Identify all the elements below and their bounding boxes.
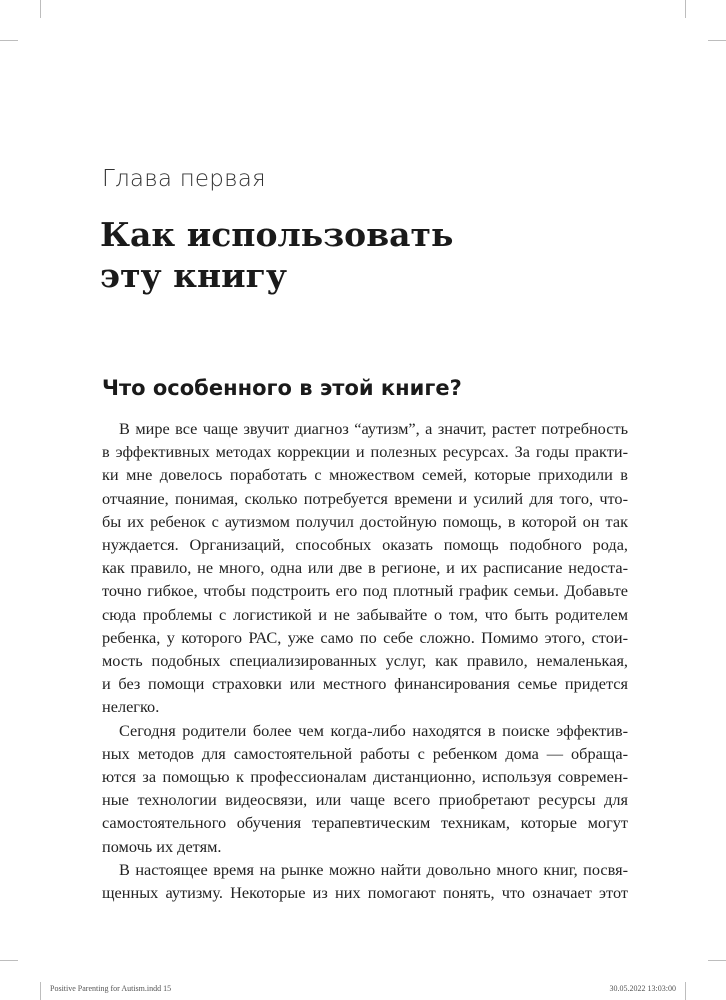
body-text — [102, 417, 628, 904]
text-line: точно гибкое, чтобы подстроить его под плотный график семьи. Добавьте — [102, 581, 628, 601]
text-line: сюда проблемы с логистикой и не забывайте о том, что быть родителем — [102, 604, 628, 624]
chapter-title-line: Как использовать — [100, 215, 454, 254]
crop-mark-right-top — [708, 40, 726, 41]
crop-mark-bottom-right — [685, 982, 686, 1000]
text-line: Сегодня родители более чем когда-либо находятся в поиске эффектив- — [119, 720, 628, 740]
section-heading: Что особенного в этой книге? — [102, 376, 462, 400]
crop-mark-top-right — [685, 0, 686, 18]
text-line: нелегко. — [102, 697, 160, 717]
crop-mark-left-bottom — [0, 960, 18, 961]
text-line: нуждается. Организаций, способных оказать помощь подобного рода, — [102, 535, 628, 555]
text-line: отчаяние, понимая, сколько потребуется времени и усилий для того, что- — [102, 488, 628, 508]
text-line: мость подобных специализированных услуг, как правило, немаленькая, — [102, 651, 628, 671]
text-line: бы их ребенок с аутизмом получил достойную помощь, в которой он так — [102, 511, 628, 531]
text-line: ные технологии видеосвязи, или чаще всего приобретают ресурсы для — [102, 790, 628, 810]
text-line: В настоящее время на рынке можно найти довольно много книг, посвя- — [119, 859, 628, 879]
text-line: ных методов для самостоятельной работы с ребенком дома — обраща- — [102, 743, 628, 763]
text-line: ки мне довелось поработать с множеством семей, которые приходили в — [102, 465, 628, 485]
text-line: ребенка, у которого РАС, уже само по себе сложно. Помимо этого, стои- — [102, 627, 628, 647]
crop-mark-top-left — [40, 0, 41, 18]
text-line: самостоятельного обучения терапевтическим техникам, которые могут — [102, 813, 628, 833]
chapter-title — [100, 214, 453, 296]
crop-mark-bottom-left — [40, 982, 41, 1000]
chapter-title-line: эту книгу — [100, 256, 287, 295]
text-line: ются за помощью к профессионалам дистанционно, используя современ- — [102, 767, 628, 787]
paragraph — [102, 417, 628, 719]
text-line: в эффективных методах коррекции и полезных ресурсах. За годы практи- — [102, 442, 628, 462]
text-line: и без помощи страховки или местного финансирования семье придется — [102, 674, 628, 694]
chapter-label: Глава первая — [102, 166, 266, 192]
text-line: как правило, не много, одна или две в регионе, и их расписание недоста- — [102, 558, 628, 578]
crop-mark-left-top — [0, 40, 18, 41]
footer-timestamp: 30.05.2022 13:03:00 — [609, 984, 676, 993]
text-line: щенных аутизму. Некоторые из них помогают понять, что означает этот — [102, 883, 628, 903]
footer-file-info: Positive Parenting for Autism.indd 15 — [50, 984, 172, 993]
text-line: помочь их детям. — [102, 836, 222, 856]
crop-mark-right-bottom — [708, 960, 726, 961]
paragraph — [102, 858, 628, 904]
paragraph — [102, 719, 628, 858]
text-line: В мире все чаще звучит диагноз “аутизм”, а значит, растет потребность — [119, 419, 628, 438]
